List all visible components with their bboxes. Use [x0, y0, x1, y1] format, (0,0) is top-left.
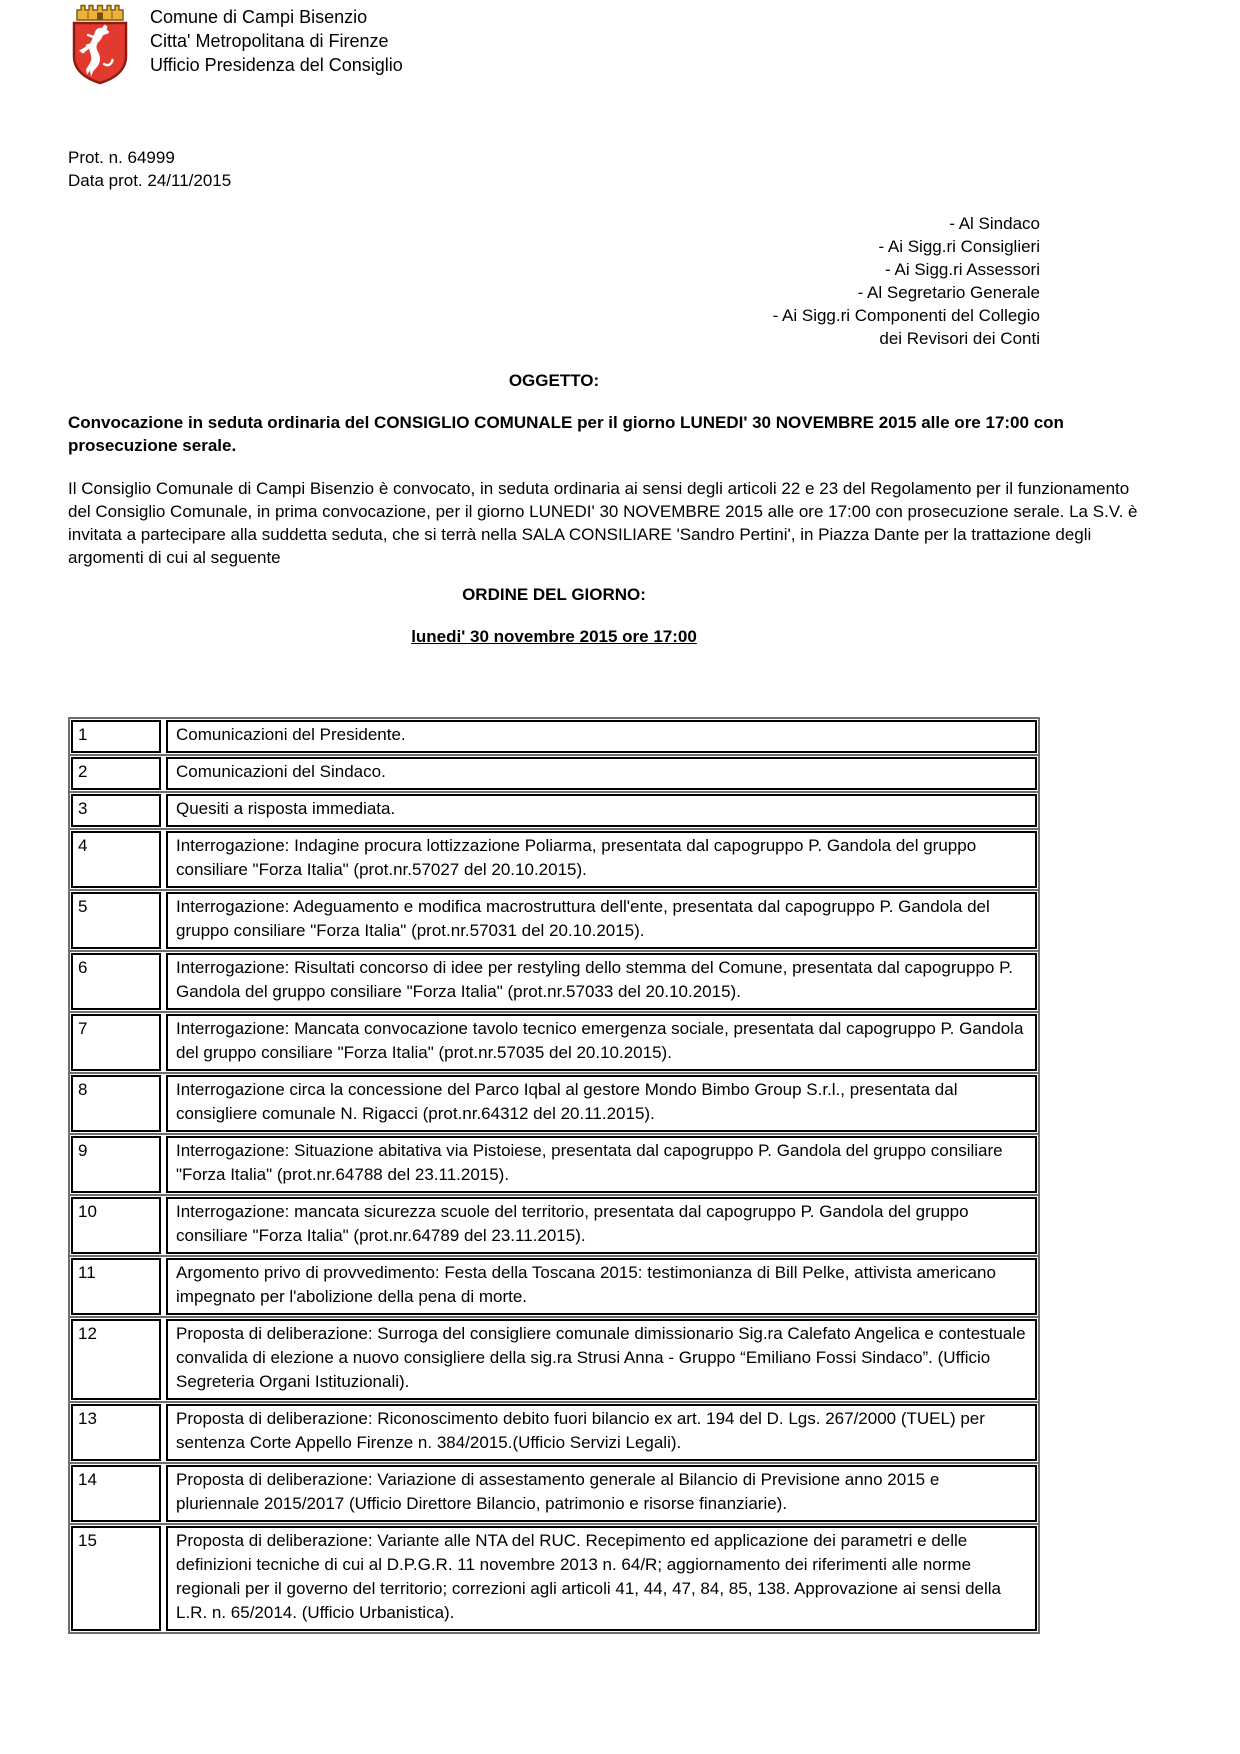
org-name-line-2: Citta' Metropolitana di Firenze — [150, 31, 389, 51]
agenda-row — [68, 1255, 1040, 1318]
protocol-number: Prot. n. 64999 — [68, 148, 175, 167]
agenda-item-text: Interrogazione: Mancata convocazione tavolo tecnico emergenza sociale, presentata dal capogruppo P. Gandola del gruppo consiliare "Forza Italia" (prot.nr.57035 del 20.10.2015). — [166, 1014, 1037, 1071]
subject-text: Convocazione in seduta ordinaria del CONSIGLIO COMUNALE per il giorno LUNEDI' 30 NOVEMBRE 2015 alle ore 17:00 con prosecuzione serale. — [68, 413, 1064, 455]
agenda-item-text: Proposta di deliberazione: Riconoscimento debito fuori bilancio ex art. 194 del D. Lgs. 267/2000 (TUEL) per sentenza Corte Appello Firenze n. 384/2015.(Ufficio Servizi Legali). — [166, 1404, 1037, 1461]
agenda-item-number: 14 — [71, 1465, 161, 1522]
agenda-row — [68, 950, 1040, 1013]
agenda-item-number: 15 — [71, 1526, 161, 1631]
agenda-row — [68, 1523, 1040, 1634]
protocol-block — [68, 146, 1140, 192]
org-name-line-1: Comune di Campi Bisenzio — [150, 7, 368, 27]
agenda-row — [68, 1133, 1040, 1196]
agenda-item-text: Argomento privo di provvedimento: Festa della Toscana 2015: testimonianza di Bill Pelke, attivista americano impegnato per l'abolizione della pena di morte. — [166, 1258, 1037, 1315]
recipient-line: - Ai Sigg.ri Componenti del Collegio — [772, 306, 1040, 325]
agenda-item-text: Interrogazione: mancata sicurezza scuole del territorio, presentata dal capogruppo P. Gandola del gruppo consiliare "Forza Italia" (prot.nr.64789 del 23.11.2015). — [166, 1197, 1037, 1254]
agenda-row — [68, 1194, 1040, 1257]
convocation-body: Il Consiglio Comunale di Campi Bisenzio è convocato, in seduta ordinaria ai sensi degli articoli 22 e 23 del Regolamento per il funzionamento del Consiglio Comunale, in prima convocazione, per il giorno LUNEDI' 30 NOVEMBRE 2015 alle ore 17:00 con prosecuzione serale. La S.V. è invitata a partecipare alla suddetta seduta, che si terrà nella SALA CONSILIARE 'Sandro Pertini', in Piazza Dante per la trattazione degli argomenti di cui al seguente — [68, 479, 1138, 567]
agenda-item-text: Interrogazione: Situazione abitativa via Pistoiese, presentata dal capogruppo P. Gandola del gruppo consiliare "Forza Italia" (prot.nr.64788 del 23.11.2015). — [166, 1136, 1037, 1193]
recipient-line: - Al Segretario Generale — [857, 283, 1040, 302]
agenda-item-number: 6 — [71, 953, 161, 1010]
agenda-item-text: Comunicazioni del Presidente. — [166, 720, 1037, 753]
coat-of-arms-logo — [68, 3, 132, 90]
agenda-item-text: Proposta di deliberazione: Variazione di assestamento generale al Bilancio di Previsione anno 2015 e pluriennale 2015/2017 (Ufficio Direttore Bilancio, patrimonio e risorse finanziarie). — [166, 1465, 1037, 1522]
agenda-row — [68, 1462, 1040, 1525]
agenda-item-number: 9 — [71, 1136, 161, 1193]
recipient-line: dei Revisori dei Conti — [879, 329, 1040, 348]
coat-of-arms-icon — [68, 3, 132, 85]
agenda-row — [68, 1011, 1040, 1074]
recipient-line: - Al Sindaco — [949, 214, 1040, 233]
agenda-item-number: 8 — [71, 1075, 161, 1132]
agenda-item-number: 5 — [71, 892, 161, 949]
agenda-item-number: 2 — [71, 757, 161, 790]
agenda-item-number: 7 — [71, 1014, 161, 1071]
agenda-row — [68, 791, 1040, 830]
agenda-title: ORDINE DEL GIORNO: — [462, 585, 646, 604]
agenda-item-text: Proposta di deliberazione: Variante alle NTA del RUC. Recepimento ed applicazione dei parametri e delle definizioni tecniche di cui al D.P.G.R. 11 novembre 2013 n. 64/R; aggiornamento dei riferimenti alle norme regionali per il governo del territorio; correzioni agli articoli 41, 44, 47, 84, 85, 138. Approvazione ai sensi della L.R. n. 65/2014. (Ufficio Urbanistica). — [166, 1526, 1037, 1631]
agenda-table — [68, 717, 1040, 1634]
agenda-row — [68, 889, 1040, 952]
agenda-row — [68, 828, 1040, 891]
agenda-session-datetime: lunedi' 30 novembre 2015 ore 17:00 — [411, 627, 697, 646]
agenda-item-number: 12 — [71, 1319, 161, 1400]
protocol-date: Data prot. 24/11/2015 — [68, 171, 232, 190]
recipient-line: - Ai Sigg.ri Assessori — [885, 260, 1040, 279]
agenda-row — [68, 1316, 1040, 1403]
agenda-item-text: Comunicazioni del Sindaco. — [166, 757, 1037, 790]
agenda-row — [68, 717, 1040, 756]
agenda-item-text: Quesiti a risposta immediata. — [166, 794, 1037, 827]
document-content — [68, 0, 1140, 1634]
agenda-item-number: 4 — [71, 831, 161, 888]
org-name-block — [150, 3, 403, 90]
recipients-block — [68, 212, 1140, 350]
agenda-item-number: 1 — [71, 720, 161, 753]
recipient-line: - Ai Sigg.ri Consiglieri — [878, 237, 1040, 256]
agenda-item-number: 3 — [71, 794, 161, 827]
agenda-item-text: Proposta di deliberazione: Surroga del consigliere comunale dimissionario Sig.ra Calefato Angelica e contestuale convalida di elezione a nuovo consigliere della sig.ra Strusi Anna - Gruppo “Emiliano Fossi Sindaco”. (Ufficio Segreteria Organi Istituzionali). — [166, 1319, 1037, 1400]
letterhead — [68, 0, 1140, 90]
agenda-item-text: Interrogazione: Indagine procura lottizzazione Poliarma, presentata dal capogruppo P. Gandola del gruppo consiliare "Forza Italia" (prot.nr.57027 del 20.10.2015). — [166, 831, 1037, 888]
agenda-row — [68, 1072, 1040, 1135]
agenda-item-number: 11 — [71, 1258, 161, 1315]
agenda-row — [68, 754, 1040, 793]
agenda-item-text: Interrogazione: Adeguamento e modifica macrostruttura dell'ente, presentata dal capogruppo P. Gandola del gruppo consiliare "Forza Italia" (prot.nr.57031 del 20.10.2015). — [166, 892, 1037, 949]
agenda-item-number: 10 — [71, 1197, 161, 1254]
subject-heading: OGGETTO: — [508, 371, 600, 390]
agenda-item-text: Interrogazione circa la concessione del Parco Iqbal al gestore Mondo Bimbo Group S.r.l., presentata dal consigliere comunale N. Rigacci (prot.nr.64312 del 20.11.2015). — [166, 1075, 1037, 1132]
agenda-item-number: 13 — [71, 1404, 161, 1461]
agenda-row — [68, 1401, 1040, 1464]
org-name-line-3: Ufficio Presidenza del Consiglio — [150, 55, 403, 75]
agenda-item-text: Interrogazione: Risultati concorso di idee per restyling dello stemma del Comune, presentata dal capogruppo P. Gandola del gruppo consiliare "Forza Italia" (prot.nr.57033 del 20.10.2015). — [166, 953, 1037, 1010]
